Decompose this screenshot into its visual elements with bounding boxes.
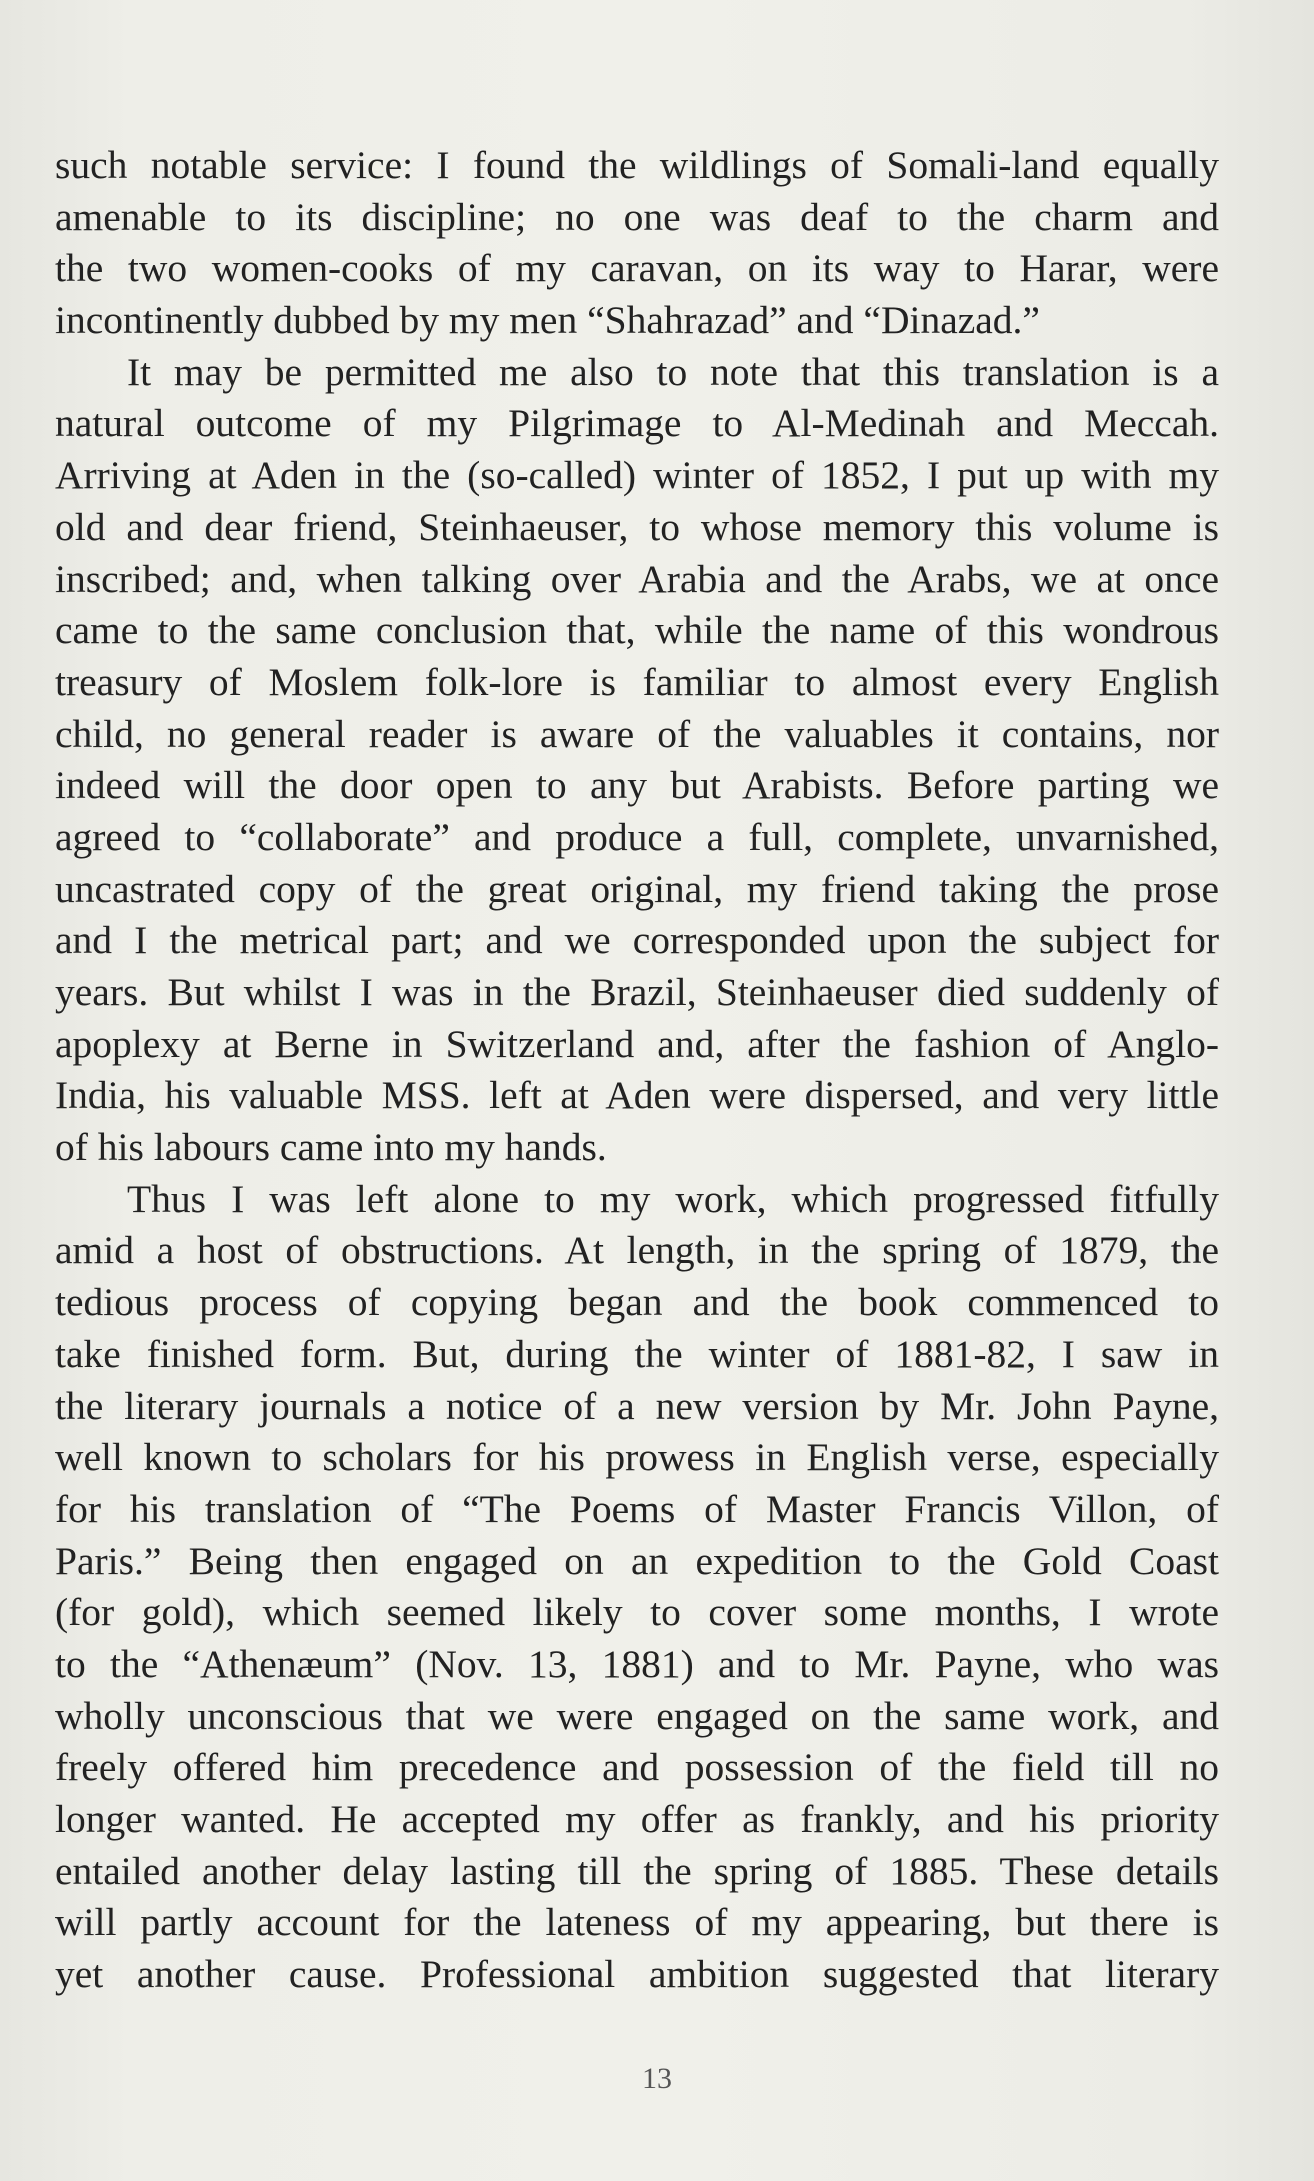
text-line-16: and I the metrical part; and we corresponded upon the subject for	[55, 918, 1219, 963]
text-line-32: freely offered him precedence and possession of the field till no	[55, 1745, 1219, 1790]
text-line-8: old and dear friend, Steinhaeuser, to whose memory this volume is	[55, 504, 1219, 549]
text-line-12: child, no general reader is aware of the valuables it contains, nor	[55, 711, 1219, 756]
text-line-33: longer wanted. He accepted my offer as frankly, and his priority	[55, 1797, 1219, 1841]
text-line-28: Paris.” Being then engaged on an expedition to the Gold Coast	[55, 1538, 1219, 1583]
text-line-20: of his labours came into my hands.	[55, 1125, 607, 1170]
text-line-29: (for gold), which seemed likely to cover some months, I wrote	[55, 1590, 1219, 1635]
text-line-4: incontinently dubbed by my men “Shahrazad” and “Dinazad.”	[55, 298, 1040, 343]
book-page-text	[55, 140, 1219, 2001]
text-line-18: apoplexy at Berne in Switzerland and, after the fashion of Anglo-	[55, 1021, 1219, 1066]
text-line-35: will partly account for the lateness of my appearing, but there is	[55, 1900, 1219, 1945]
text-line-30: to the “Athenæum” (Nov. 13, 1881) and to Mr. Payne, who was	[55, 1641, 1219, 1686]
text-line-36: yet another cause. Professional ambition suggested that literary	[55, 1952, 1219, 1997]
text-line-3: the two women-cooks of my caravan, on its way to Harar, were	[55, 246, 1219, 291]
text-line-25: the literary journals a notice of a new version by Mr. John Payne,	[55, 1383, 1219, 1428]
text-line-26: well known to scholars for his prowess in English verse, especially	[55, 1435, 1219, 1480]
text-line-21: Thus I was left alone to my work, which progressed fitfully	[127, 1176, 1219, 1221]
text-line-6: natural outcome of my Pilgrimage to Al-Medinah and Meccah.	[55, 401, 1219, 446]
text-line-11: treasury of Moslem folk-lore is familiar to almost every English	[55, 659, 1219, 704]
text-line-23: tedious process of copying began and the book commenced to	[55, 1280, 1219, 1325]
text-line-5: It may be permitted me also to note that this translation is a	[127, 349, 1219, 394]
text-line-19: India, his valuable MSS. left at Aden were dispersed, and very little	[55, 1073, 1219, 1118]
text-line-31: wholly unconscious that we were engaged on the same work, and	[55, 1693, 1219, 1738]
text-line-7: Arriving at Aden in the (so-called) winter of 1852, I put up with my	[55, 453, 1219, 498]
text-line-24: take finished form. But, during the winter of 1881-82, I saw in	[55, 1331, 1219, 1376]
text-line-1: such notable service: I found the wildlings of Somali-land equally	[55, 143, 1219, 187]
text-line-14: agreed to “collaborate” and produce a full, complete, unvarnished,	[55, 814, 1219, 859]
text-line-9: inscribed; and, when talking over Arabia and the Arabs, we at once	[55, 556, 1219, 601]
text-line-10: came to the same conclusion that, while the name of this wondrous	[55, 608, 1219, 653]
page-number: 13	[642, 2062, 672, 2095]
text-line-34: entailed another delay lasting till the spring of 1885. These details	[55, 1848, 1219, 1893]
text-line-27: for his translation of “The Poems of Master Francis Villon, of	[55, 1486, 1219, 1531]
text-line-17: years. But whilst I was in the Brazil, Steinhaeuser died suddenly of	[55, 970, 1219, 1014]
text-line-13: indeed will the door open to any but Arabists. Before parting we	[55, 763, 1219, 808]
text-line-2: amenable to its discipline; no one was deaf to the charm and	[55, 194, 1219, 239]
text-line-15: uncastrated copy of the great original, my friend taking the prose	[55, 866, 1219, 911]
text-line-22: amid a host of obstructions. At length, in the spring of 1879, the	[55, 1228, 1219, 1273]
